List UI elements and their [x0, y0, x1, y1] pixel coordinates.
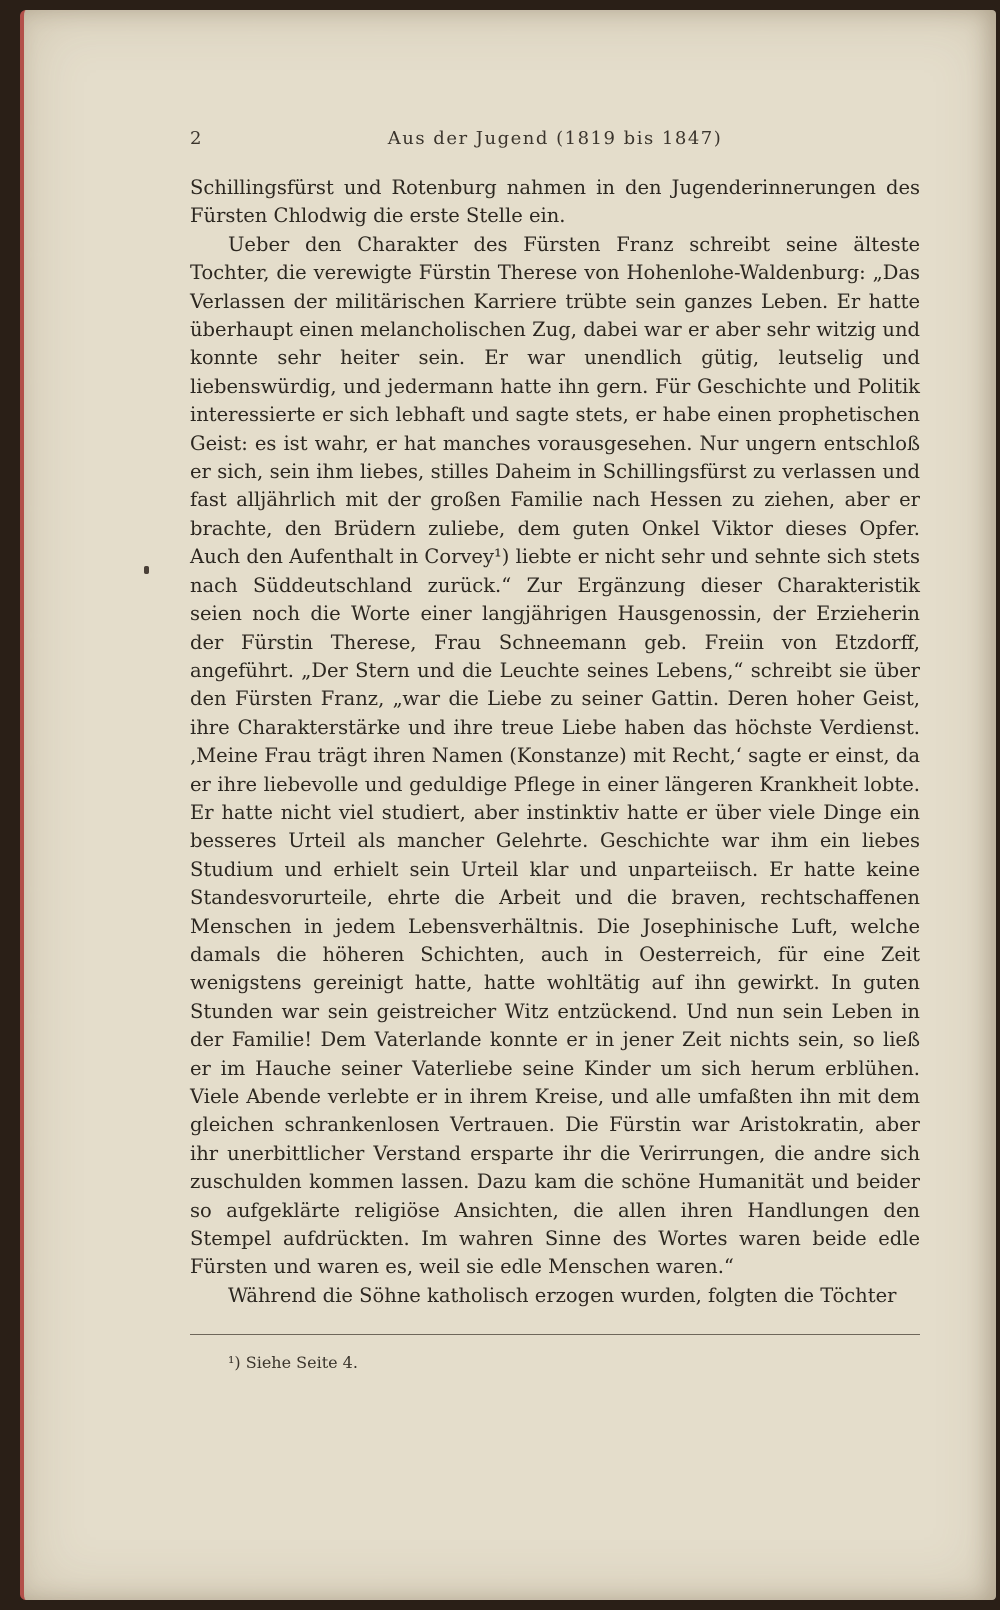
paragraph-3: Während die Söhne katholisch erzogen wurden, folgten die Töchter	[228, 1283, 897, 1307]
footnote-rule	[190, 1334, 920, 1335]
footnote: ¹) Siehe Seite 4.	[228, 1353, 358, 1372]
paragraph-2: Ueber den Charakter des Fürsten Franz schreibt seine älteste Tochter, die verewigte Fürstin Therese von Hohenlohe-Waldenburg: „Das Verlassen der militärischen Karriere trübte sein ganzes Leben. Er hatte überhaupt einen melancholischen Zug, dabei war er aber sehr witzig und konnte sehr heiter sein. Er war unendlich gütig, leutselig und liebenswürdig, und jedermann hatte ihn gern. Für Geschichte und Politik interessierte er sich lebhaft und sagte stets, er habe einen prophetischen Geist: es ist wahr, er hat manches vorausgesehen. Nur ungern entschloß er sich, sein ihm liebes, stilles Daheim in Schillingsfürst zu verlassen und fast alljährlich mit der großen Familie nach Hessen zu ziehen, aber er brachte, den Brüdern zuliebe, dem guten Onkel Viktor dieses Opfer. Auch den Aufenthalt in Corvey¹) liebte er nicht sehr und sehnte sich stets nach Süddeutschland zurück.“ Zur Ergänzung dieser Charakteristik seien noch die Worte einer langjährigen Hausgenossin, der Erzieherin der Fürstin Therese, Frau Schneemann geb. Freiin von Etzdorff, angeführt. „Der Stern und die Leuchte seines Lebens,“ schreibt sie über den Fürsten Franz, „war die Liebe zu seiner Gattin. Deren hoher Geist, ihre Charakterstärke und ihre treue Liebe haben das höchste Verdienst. ‚Meine Frau trägt ihren Namen (Konstanze) mit Recht,‘ sagte er einst, da er ihre liebevolle und geduldige Pflege in einer längeren Krankheit lobte. Er hatte nicht viel studiert, aber instinktiv hatte er über viele Dinge ein besseres Urteil als mancher Gelehrte. Geschichte war ihm ein liebes Studium und erhielt sein Urteil klar und unparteiisch. Er hatte keine Standesvorurteile, ehrte die Arbeit und die braven, rechtschaffenen Menschen in jedem Lebensverhältnis. Die Josephinische Luft, welche damals die höheren Schichten, auch in Oesterreich, für eine Zeit wenigstens gereinigt hatte, hatte wohltätig auf ihn gewirkt. In guten Stunden war sein geistreicher Witz entzückend. Und nun sein Leben in der Familie! Dem Vaterlande konnte er in jener Zeit nichts sein, so ließ er im Hauche seiner Vaterliebe seine Kinder um sich herum erblühen. Viele Abende verlebte er in ihrem Kreise, und alle umfaßten ihn mit dem gleichen schrankenlosen Vertrauen. Die Fürstin war Aristokratin, aber ihr unerbittlicher Verstand ersparte ihr die Verirrungen, die andre sich zuschulden kommen lassen. Dazu kam die schöne Humanität und beider so aufgeklärte religiöse Ansichten, die allen ihren Handlungen den Stempel aufdrückten. Im wahren Sinne des Wortes waren beide edle Fürsten und waren es, weil sie edle Menschen waren.“	[190, 232, 920, 1279]
paragraph-1: Schillingsfürst und Rotenburg nahmen in den Jugenderinnerungen des Fürsten Chlodwig die erste Stelle ein.	[190, 176, 920, 228]
body-text	[190, 174, 920, 1310]
running-head	[190, 128, 920, 152]
ink-speck	[144, 566, 149, 574]
running-title: Aus der Jugend (1819 bis 1847)	[387, 128, 723, 149]
page-number: 2	[190, 128, 202, 149]
